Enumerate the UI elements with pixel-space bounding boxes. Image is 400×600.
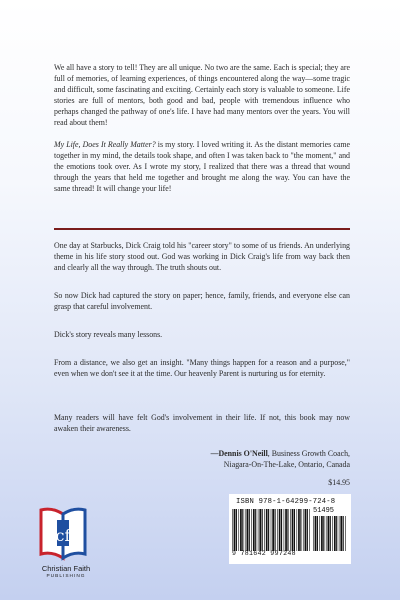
barcode-bar [266,509,268,551]
barcode-bar [245,509,246,551]
barcode-bar [242,509,243,551]
barcode-bar [253,509,255,551]
barcode-bar [234,509,236,551]
price: $14.95 [328,478,350,487]
barcode-bar [277,509,278,551]
isbn-label: ISBN 978-1-64299-724-8 [236,498,336,506]
barcode-bar [297,509,298,551]
intro-paragraph-2 [54,140,350,195]
publisher-name: Christian Faith [41,564,91,573]
barcode-bar [271,509,272,551]
barcode-bar [285,509,287,551]
barcode-panel [229,494,351,564]
barcode-bar [298,509,300,551]
barcode-bar [249,509,250,551]
barcode-bar [315,516,317,551]
barcode-bar [321,516,323,551]
endorsement-paragraph-5: Many readers will have felt God's involvement in their life. If not, this book may now awaken their awareness. [54,413,350,433]
addon-number: 51495 [313,507,335,515]
barcode-bar [284,509,285,551]
endorsement-attribution [211,449,350,460]
barcode-bar [309,509,310,551]
attribution-dash: — [210,449,219,458]
barcode-bar [294,509,295,551]
attribution-role: , Business Growth Coach, [267,449,350,458]
endorsement-paragraph-2: So now Dick had captured the story on paper; hence, family, friends, and everyone else can grasp that careful involvement. [54,291,350,311]
intro-paragraph-2-text: is my story. I loved writing it. As the distant memories came together in my mind, the details took shape, and often I was taken back to "the moment," and the emotions took over. As I wrote my story, I realized that there was a thread that wound through the years that held me together and brought me along the way. You can have the same thread! It will change your life! [54,140,350,193]
barcode-bar [292,509,294,551]
barcode-bar [300,509,301,551]
barcode-bar [340,516,342,551]
endorsement-paragraph-4: From a distance, we also get an insight. "Many things happen for a reason and a purpose," even when we don't see it at the time. Our heavenly Parent is nurturing us for eternity. [54,358,350,378]
attribution-location: Niagara-On-The-Lake, Ontario, Canada [223,460,350,469]
barcode-bar [332,516,333,551]
logo-letters: cf [55,526,71,545]
barcode-bar [279,509,281,551]
barcode-bar [345,516,346,551]
publisher-logo-icon [38,502,88,562]
barcode-bar [238,509,239,551]
barcode-bar [262,509,263,551]
barcode-bar [328,516,330,551]
endorsement-paragraph-3: Dick's story reveals many lessons. [54,330,163,339]
barcode-bar [287,509,288,551]
barcode-bar [240,509,242,551]
endorsement-paragraph-1: One day at Starbucks, Dick Craig told his "career story" to some of us friends. An underlying theme in his life story stood out. God was working in Dick Craig's life from way back then and clearly all the way through. The truth shouts out. [54,241,350,272]
barcode-bar [268,509,269,551]
barcode-bar [343,516,344,551]
barcode-bar [334,516,336,551]
barcode-bar [236,509,237,551]
barcode-bar [272,509,274,551]
barcode-bar [232,509,233,551]
barcode-addon [313,516,347,551]
barcode-main [232,509,311,551]
intro-paragraph-1: We all have a story to tell! They are all unique. No two are the same. Each is special; they are full of memories, of learning experiences, of things encountered along the way—some tragic and difficult, some fascinating and exciting. Certainly each story is valuable to someone. Life stories are full of mentors, both good and bad, people with tremendous influence who perhaps changed the pathway of one's life. I have had many mentors over the years. You will read about them! [54,63,350,127]
attribution-name: Dennis O'Neill [218,449,268,458]
barcode-bar [247,509,249,551]
barcode-bar [281,509,282,551]
barcode-bar [251,509,252,551]
barcode-bar [330,516,331,551]
barcode-bar [339,516,340,551]
barcode-bar [319,516,320,551]
barcode-bar [275,509,276,551]
barcode-bar [326,516,327,551]
barcode-bar [258,509,259,551]
barcode-bar [303,509,304,551]
barcode-bar [264,509,265,551]
divider-rule [54,228,350,230]
book-title-italic: My Life, Does It Really Matter? [54,140,156,149]
barcode-bar [336,516,337,551]
barcode-bar [290,509,291,551]
barcode-digits: 9 781642 997248 [232,550,296,557]
barcode-bar [255,509,256,551]
barcode-bar [259,509,261,551]
barcode-bar [313,516,314,551]
barcode-bar [323,516,324,551]
barcode-bar [317,516,318,551]
publisher-subtitle: PUBLISHING [46,574,86,579]
barcode-bar [305,509,307,551]
barcode-bar [307,509,308,551]
